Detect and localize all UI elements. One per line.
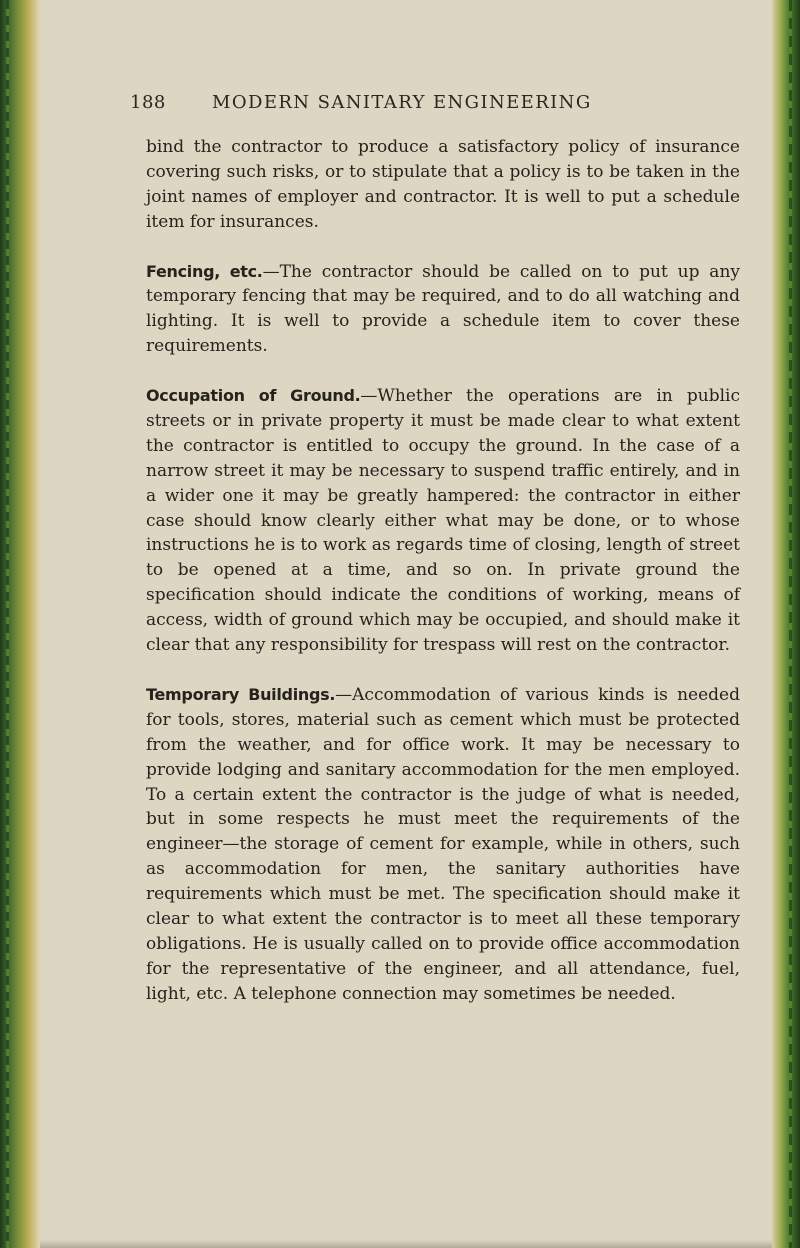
section-heading-fencing: Fencing, etc. bbox=[146, 261, 263, 281]
page-number: 188 bbox=[130, 92, 166, 113]
paragraph-text: bind the contractor to produce a satisfactory policy of insurance covering such risks, or to stipulate that a policy is to be taken in the joint names of employer and contractor. It is well to put a schedule item for insurances. bbox=[146, 137, 740, 232]
right-binding-edge bbox=[772, 0, 800, 1248]
section-heading-temporary-buildings: Temporary Buildings. bbox=[146, 684, 336, 704]
body-text bbox=[146, 135, 740, 1007]
paragraph-text: —The contractor should be called on to put up any temporary fencing that may be required, and to do all watching and lighting. It is well to provide a schedule item to cover these requirements. bbox=[146, 261, 740, 357]
paragraph-temporary-buildings bbox=[146, 683, 740, 1007]
paragraph-text: —Accommodation of various kinds is needed for tools, stores, material such as cement which must be protected from the weather, and for office work. It may be necessary to provide lodging and sanitary accommodation for the men employed. To a certain extent the contractor is the judge of what is needed, but in some respects he must meet the requirements of the engineer—the storage of cement for example, while in others, such as accommodation for men, the sanitary authorities have requirements which must be met. The specification should make it clear to what extent the contractor is to meet all these temporary obligations. He is usually called on to provide office accommodation for the representative of the engineer, and all attendance, fuel, light, etc. A telephone connection may sometimes be needed. bbox=[146, 684, 741, 1004]
running-head: MODERN SANITARY ENGINEERING bbox=[212, 92, 592, 113]
paragraph-occupation bbox=[146, 384, 740, 658]
paragraph-fencing bbox=[146, 260, 740, 360]
section-heading-occupation: Occupation of Ground. bbox=[146, 386, 361, 406]
left-binding-edge bbox=[0, 0, 40, 1248]
paragraph-text: —Whether the operations are in public streets or in private property it must be made clear to what extent the contractor is entitled to occupy the ground. In the case of a narrow street it may be necessary to suspend traffic entirely, and in a wider one it may be greatly hampered: the contractor in either case should know clearly either what may be done, or to whose instructions he is to work as regards time of closing, length of street to be opened at a time, and so on. In private ground the specification should indicate the conditions of working, means of access, width of ground which may be occupied, and should make it clear that any responsibility for trespass will rest on the contractor. bbox=[146, 386, 740, 656]
page-header bbox=[130, 92, 670, 120]
page-bottom-shadow bbox=[40, 1240, 772, 1248]
paragraph-insurance bbox=[146, 135, 740, 235]
